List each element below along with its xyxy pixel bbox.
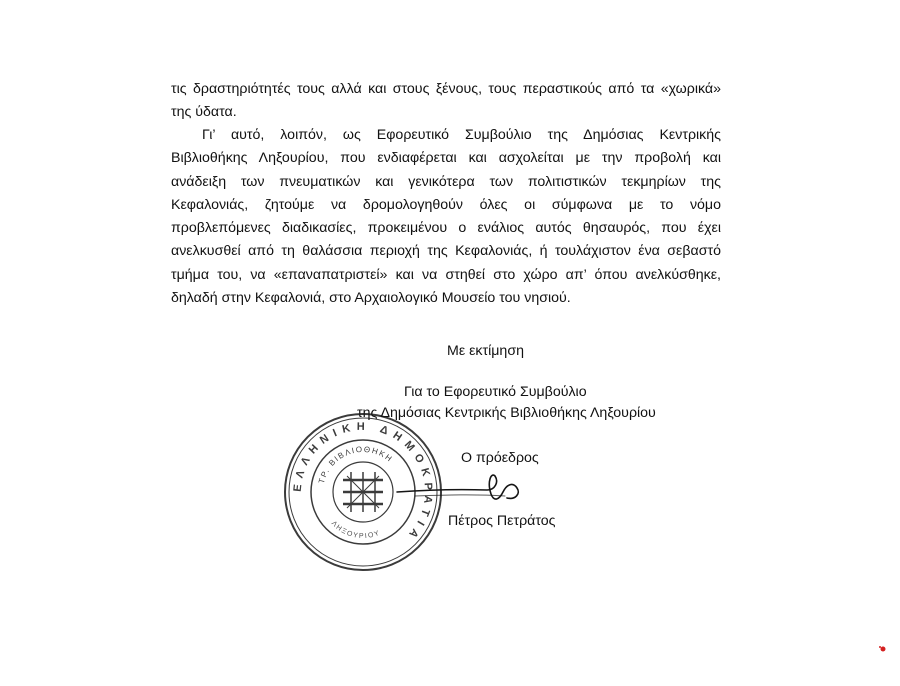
signatory-role: Ο πρόεδρος (461, 450, 539, 466)
paragraph-2 (171, 124, 721, 310)
text-line: ανελκυσθεί από τη θαλάσσια περιοχή της Κεφαλονιάς, ή τουλάχιστον ένα σεβαστό (171, 243, 721, 260)
organization-line: της Δημόσιας Κεντρικής Βιβλιοθήκης Ληξουρίου (357, 405, 656, 421)
signatory-name: Πέτρος Πετράτος (448, 513, 556, 529)
text-line: Βιβλιοθήκης Ληξουρίου, που ενδιαφέρεται και ασχολείται με την προβολή και (171, 150, 721, 167)
svg-text:ΤΡ. ΒΙΒΛΙΟΘΗΚΗ (317, 445, 395, 485)
paragraph-1 (171, 78, 721, 125)
text-line: τμήμα του, να «επαναπατριστεί» και να στηθεί στο χώρο απ’ όπου ανελκύσθηκε, (171, 266, 721, 283)
text-line: δηλαδή στην Κεφαλονιά, στο Αρχαιολογικό Μουσείο του νησιού. (171, 290, 571, 307)
seal-inner-bottom-text: ΛΗΞΟΥΡΙΟΥ (329, 520, 382, 541)
signatory-body-line: Για το Εφορευτικό Συμβούλιο (404, 384, 587, 400)
seal-ring-text: ΕΛΛΗΝΙΚΗ ΔΗΜΟΚΡΑΤΙΑ (291, 420, 435, 545)
text-line: Γι’ αυτό, λοιπόν, ως Εφορευτικό Συμβούλιο της Δημόσιας Κεντρικής (202, 127, 721, 143)
text-line: της ύδατα. (171, 104, 237, 121)
text-line: προβλεπόμενες διαδικασίες, προκειμένου ο ενάλιος αυτός θησαυρός, που έχει (171, 220, 721, 237)
handwritten-signature (395, 470, 535, 510)
text-line: τις δραστηριότητές τους αλλά και στους ξένους, τους περαστικούς από τα «χωρικά» (171, 81, 721, 97)
closing-text: Με εκτίμηση (447, 343, 524, 359)
text-line: ανάδειξη των πνευματικών και γενικότερα των πολιτιστικών τεκμηρίων της (171, 173, 721, 190)
text-line: Κεφαλονιάς, ζητούμε να δρομολογηθούν όλες οι σύμφωνα με το νόμο (171, 196, 721, 213)
seal-inner-text: ΤΡ. ΒΙΒΛΙΟΘΗΚΗ (316, 444, 395, 485)
red-ink-mark (878, 644, 888, 654)
